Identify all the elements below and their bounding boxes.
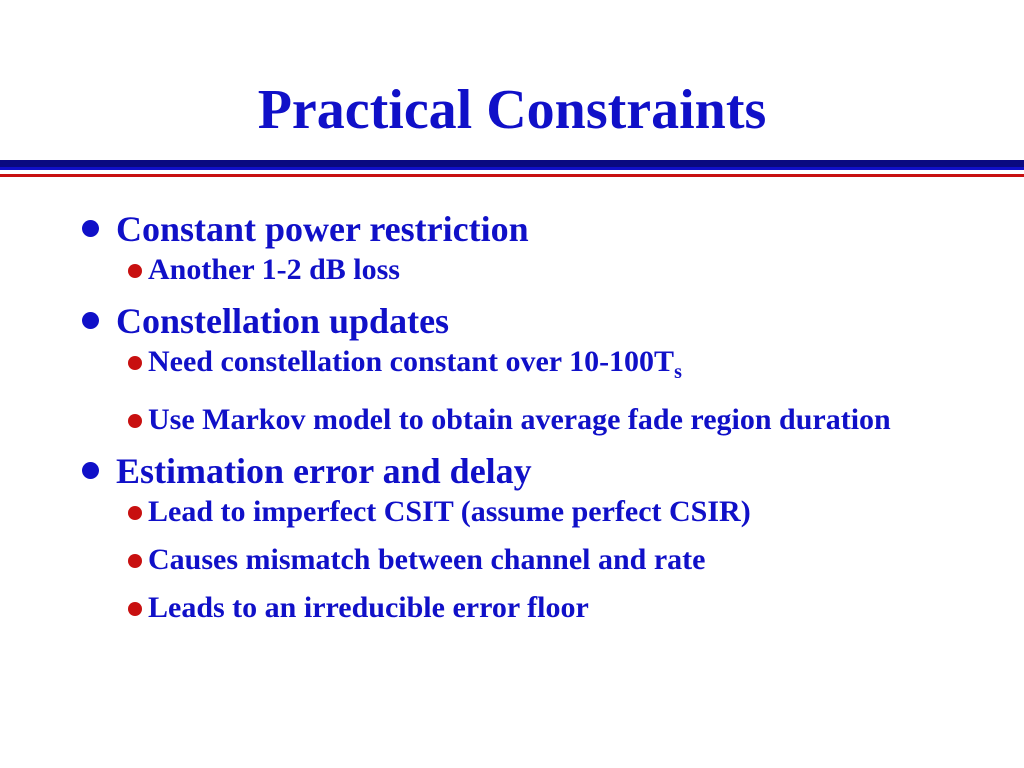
sub-bullet-dot-icon: [128, 414, 142, 428]
bullet-item: [82, 204, 1002, 288]
bullet-dot-icon: [82, 220, 99, 237]
title-rule-red: [0, 174, 1024, 177]
bullet-item: [82, 296, 1002, 438]
bullet-text: Constant power restriction: [116, 209, 529, 249]
subscript-s: s: [674, 361, 682, 383]
sub-bullet-dot-icon: [128, 554, 142, 568]
sub-bullet-text: Causes mismatch between channel and rate: [148, 543, 706, 576]
bullet-text: Estimation error and delay: [116, 451, 532, 491]
sub-bullet-text: Lead to imperfect CSIT (assume perfect CSIR): [148, 495, 751, 528]
bullet-item: [82, 446, 1002, 626]
sub-bullet-item: [128, 494, 1002, 530]
sub-bullet-item: [128, 344, 1002, 390]
sub-bullet-dot-icon: [128, 602, 142, 616]
sub-bullet-dot-icon: [128, 356, 142, 370]
sub-bullet-text: Use Markov model to obtain average fade region duration: [148, 403, 891, 436]
sub-bullet-dot-icon: [128, 506, 142, 520]
sub-bullet-dot-icon: [128, 264, 142, 278]
sub-bullet-text: Leads to an irreducible error floor: [148, 591, 589, 624]
sub-bullet-text: Another 1-2 dB loss: [148, 253, 400, 286]
sub-bullet-list: [128, 494, 1002, 626]
bullet-text: Constellation updates: [116, 301, 450, 341]
sub-bullet-item: [128, 402, 1002, 438]
title-rule-blue: [0, 167, 1024, 170]
sub-bullet-text: Need constellation constant over 10-100T: [148, 345, 675, 378]
bullet-dot-icon: [82, 312, 99, 329]
bullet-list: [82, 204, 1002, 626]
slide-title: Practical Constraints: [257, 79, 767, 141]
sub-bullet-item: [128, 590, 1002, 626]
sub-bullet-item: [128, 542, 1002, 578]
bullet-dot-icon: [82, 462, 99, 479]
sub-bullet-list: [128, 252, 1002, 288]
sub-bullet-item: [128, 252, 1002, 288]
sub-bullet-list: [128, 344, 1002, 438]
title-rule-navy: [0, 160, 1024, 167]
